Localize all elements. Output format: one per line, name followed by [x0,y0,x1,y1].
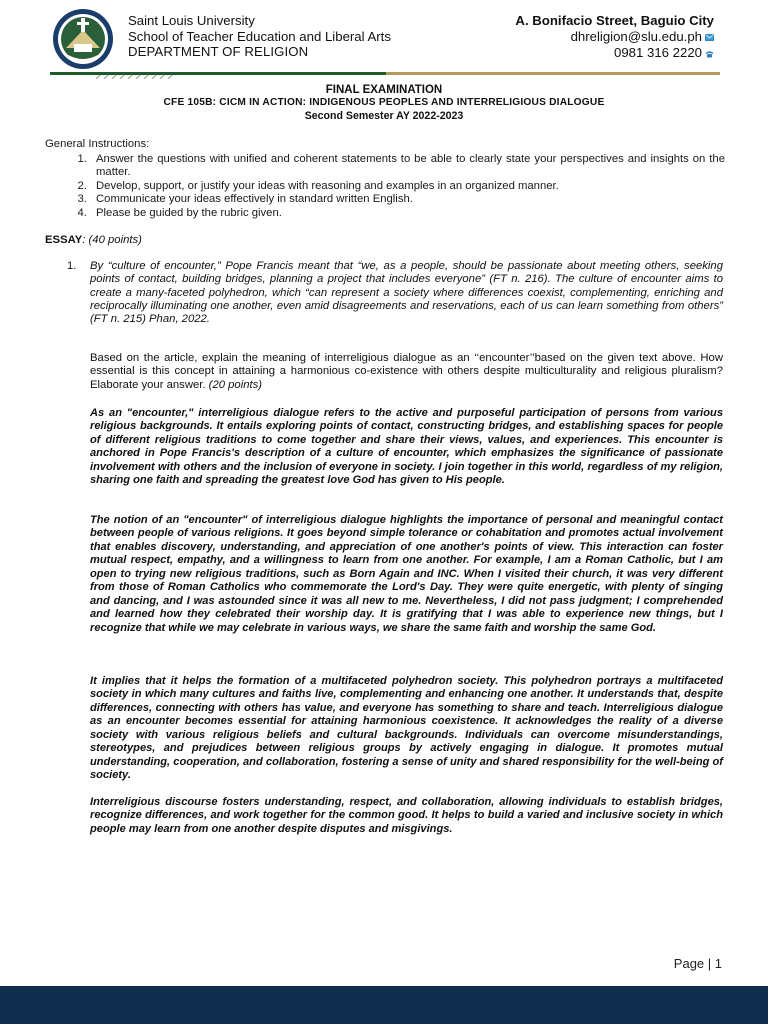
question-prompt [90,352,723,392]
answer-paragraph: As an "encounter," interreligious dialogue refers to the active and purposeful participation of persons from various religious backgrounds. It entails exploring points of contact, constructing bridges, and establishing spaces for people of different religious traditions to come together and share their views, values, and experiences. This encounter is anchored in Pope Francis's description of a culture of encounter, which emphasizes the significance of passionate involvement with others and the inclusion of everyone in society. I join together in this world, regardless of my religion, sharing one faith and spreading the greatest love God has given to His people. [90,407,723,487]
page-number: Page | 1 [673,956,722,971]
instruction-item: 2. Develop, support, or justify your ideas with reasoning and examples in an organized manner. [90,180,725,194]
header-rule-green [50,72,386,75]
question-points: (20 points) [205,378,263,391]
instruction-item: 3. Communicate your ideas effectively in standard written English. [90,193,725,207]
school-name: School of Teacher Education and Liberal Arts [128,28,391,44]
general-instructions [45,138,725,220]
exam-title: FINAL EXAMINATION [325,84,443,96]
telephone-icon [705,46,714,62]
instructions-heading: General Instructions: [45,138,150,150]
address: A. Bonifacio Street, Baguio City [515,13,714,28]
question-prompt-text: Based on the article, explain the meaning of interreligious dialogue as an ‘‘encounter’’based on the given text above. How essential is this concept in attaining a harmonious co-existence with others despite multiculturality and religious pluralism? Elaborate your answer. [90,352,723,391]
email-line [515,29,714,45]
answer-paragraph: It implies that it helps the formation of a multifaceted polyhedron society. This polyhedron portrays a multifaceted society in which many cultures and faiths live, complementing and enhancing one another. It understands that, despite differences, connecting with others has value, and everyone has something to share and teach. Interreligious dialogue as an encounter becomes essential for attaining harmonious coexistence. It acknowledges the reality of a diverse society with various religious beliefs and cultural backgrounds. Individuals can overcome misunderstandings, stereotypes, and prejudices between religious groups by actively engaging in dialogue. It promotes mutual understanding, cooperation, and collaboration, fostering a sense of unity and shared responsibility for the well-being of society. [90,675,723,782]
instruction-item: 4. Please be guided by the rubric given. [90,207,725,221]
header-rule-gold [386,72,720,75]
instruction-item: 1. Answer the questions with unified and coherent statements to be able to clearly state your perspectives and insights on the matter. [90,153,725,180]
instructions-list [45,153,725,221]
footer-band [0,986,768,1024]
university-seal-logo [52,8,114,70]
essay-label [45,234,142,246]
envelope-icon [705,29,714,45]
answer-paragraph: Interreligious discourse fosters understanding, respect, and collaboration, allowing individuals to establish bridges, recognize differences, and work together for the common good. It helps to build a varied and inclusive society in which people may learn from one another despite disputes and misgivings. [90,796,723,835]
essay-points: : (40 points) [82,234,142,246]
phone-line [515,45,714,61]
question-1 [45,260,723,326]
semester: Second Semester AY 2022-2023 [304,110,464,122]
phone: 0981 316 2220 [613,44,702,60]
university-name: Saint Louis University [128,13,255,28]
header-left [128,13,391,60]
answer-paragraph: The notion of an "encounter" of interreligious dialogue highlights the importance of personal and meaningful contact between people of various religions. It goes beyond simple tolerance or cohabitation and promotes actual involvement that enables discovery, understanding, and appreciation of one another's points of view. This interaction can foster mutual respect, empathy, and a willingness to learn from one another. For example, I am a Roman Catholic, but I am open to trying new religious traditions, such as Born Again and INC. When I visited their church, it was very different from those of Roman Catholics who commemorate the Lord's Day. They were quite energetic, with plenty of singing and dancing, and I was astounded since it was all new to me. Nevertheless, I did not pass judgment; I comprehended and learned how they celebrated their worship day. It is gratifying that I was able to experience new things, but I recognize that while we may celebrate in various ways, we share the same faith and worship the same God. [90,514,723,634]
email[interactable]: dhreligion@slu.edu.ph [570,28,702,44]
question-quote: By “culture of encounter,” Pope Francis meant that “we, as a people, should be passionate about meeting others, seeking points of contact, building bridges, planning a project that includes everyone” (FT n. 216). The culture of encounter aims to create a many-faceted polyhedron, which “can represent a society where differences coexist, complementing, enriching and reciprocally illuminating one another, even amid disagreements and reservations, each of us can learn something from others” (FT n. 215) Phan, 2022. [90,260,723,326]
header-right [515,13,714,61]
department-name: DEPARTMENT OF RELIGION [128,44,309,59]
question-number: 1. [67,260,77,272]
essay-heading: ESSAY [45,234,83,246]
course-title: CFE 105B: CICM IN ACTION: INDIGENOUS PEOPLES AND INTERRELIGIOUS DIALOGUE [163,97,605,108]
